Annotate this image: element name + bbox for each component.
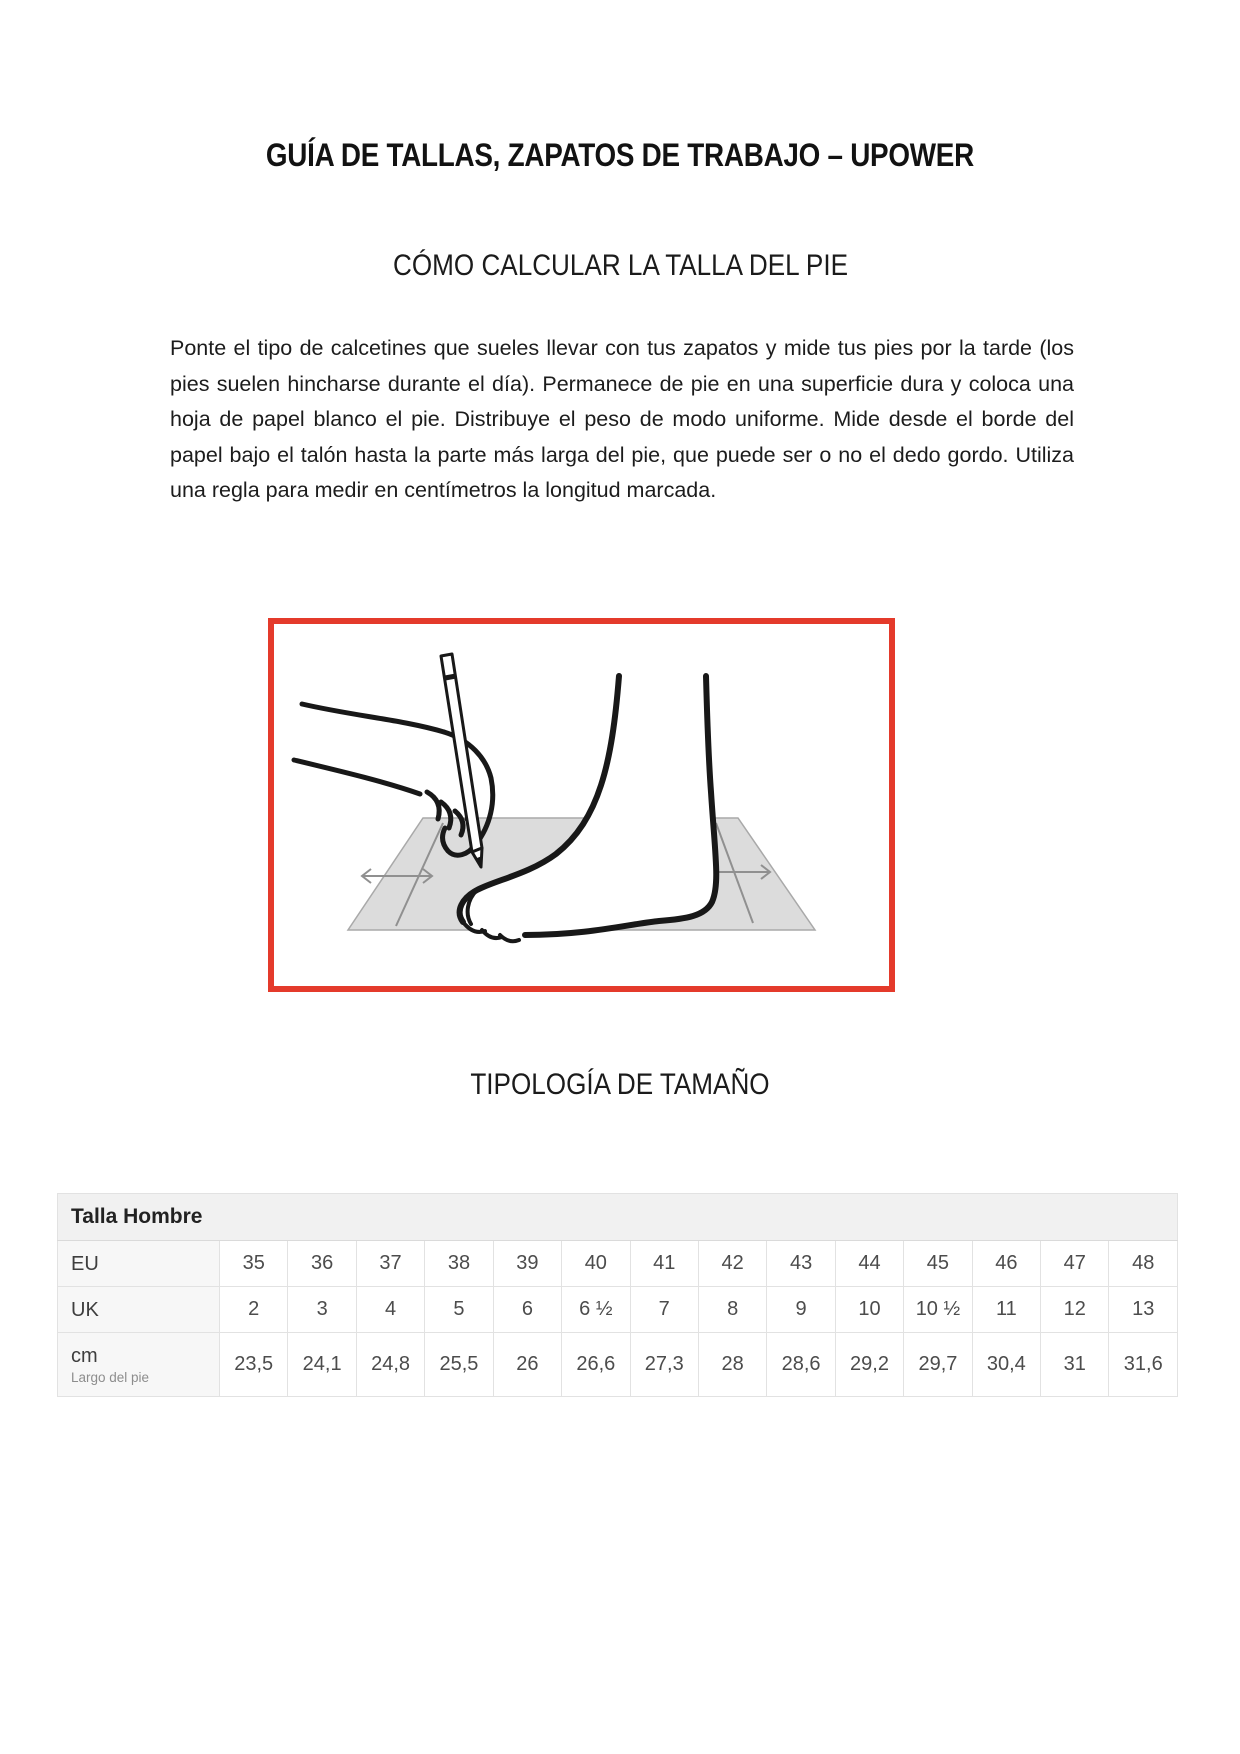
size-typology-heading-text: TIPOLOGÍA DE TAMAÑO bbox=[470, 1068, 770, 1101]
size-cell: 24,8 bbox=[356, 1333, 424, 1397]
size-cell: 41 bbox=[630, 1241, 698, 1287]
size-cell: 29,2 bbox=[835, 1333, 903, 1397]
foot-measurement-illustration bbox=[274, 624, 889, 986]
size-cell: 2 bbox=[220, 1287, 288, 1333]
size-cell: 38 bbox=[425, 1241, 493, 1287]
size-cell: 4 bbox=[356, 1287, 424, 1333]
size-cell: 24,1 bbox=[288, 1333, 356, 1397]
size-cell: 43 bbox=[767, 1241, 835, 1287]
size-typology-heading bbox=[0, 1068, 1240, 1102]
size-cell: 36 bbox=[288, 1241, 356, 1287]
size-cell: 40 bbox=[562, 1241, 630, 1287]
size-cell: 26 bbox=[493, 1333, 561, 1397]
size-table-header-row bbox=[58, 1194, 1178, 1241]
size-row-label: cm Largo del pie bbox=[58, 1333, 220, 1397]
size-cell: 37 bbox=[356, 1241, 424, 1287]
size-cell: 47 bbox=[1041, 1241, 1109, 1287]
size-cell: 25,5 bbox=[425, 1333, 493, 1397]
size-cell: 31,6 bbox=[1109, 1333, 1178, 1397]
size-cell: 8 bbox=[698, 1287, 766, 1333]
size-cell: 6 bbox=[493, 1287, 561, 1333]
size-cell: 28,6 bbox=[767, 1333, 835, 1397]
size-cell: 35 bbox=[220, 1241, 288, 1287]
size-cell: 13 bbox=[1109, 1287, 1178, 1333]
how-to-paragraph: Ponte el tipo de calcetines que sueles llevar con tus zapatos y mide tus pies por la tarde (los pies suelen hincharse durante el día). Permanece de pie en una superficie dura y coloca una hoja de papel blanco el pie. Distribuye el peso de modo uniforme. Mide desde el borde del papel bajo el talón hasta la parte más larga del pie, que puede ser o no el dedo gordo. Utiliza una regla para medir en centímetros la longitud marcada. bbox=[170, 336, 1074, 502]
size-cell: 39 bbox=[493, 1241, 561, 1287]
size-cell: 48 bbox=[1109, 1241, 1178, 1287]
page-title-text: GUÍA DE TALLAS, ZAPATOS DE TRABAJO – UPOWER bbox=[265, 137, 975, 173]
size-cell: 11 bbox=[972, 1287, 1040, 1333]
size-cell: 42 bbox=[698, 1241, 766, 1287]
page-title bbox=[0, 137, 1240, 174]
size-table bbox=[57, 1193, 1178, 1397]
size-row-label: EU bbox=[58, 1241, 220, 1287]
size-row-eu bbox=[58, 1241, 1178, 1287]
size-cell: 30,4 bbox=[972, 1333, 1040, 1397]
size-cell: 7 bbox=[630, 1287, 698, 1333]
foot-silhouette bbox=[460, 676, 716, 938]
size-cell: 10 ½ bbox=[904, 1287, 972, 1333]
size-cell: 3 bbox=[288, 1287, 356, 1333]
size-cell: 5 bbox=[425, 1287, 493, 1333]
how-to-heading bbox=[0, 249, 1240, 283]
size-cell: 12 bbox=[1041, 1287, 1109, 1333]
foot-measurement-figure bbox=[268, 618, 895, 992]
size-cell: 23,5 bbox=[220, 1333, 288, 1397]
size-row-cm bbox=[58, 1333, 1178, 1397]
size-cell: 28 bbox=[698, 1333, 766, 1397]
size-table-title: Talla Hombre bbox=[58, 1194, 1178, 1241]
size-cell: 29,7 bbox=[904, 1333, 972, 1397]
size-cell: 10 bbox=[835, 1287, 903, 1333]
size-cell: 44 bbox=[835, 1241, 903, 1287]
size-row-label: UK bbox=[58, 1287, 220, 1333]
size-cell: 27,3 bbox=[630, 1333, 698, 1397]
how-to-heading-text: CÓMO CALCULAR LA TALLA DEL PIE bbox=[392, 249, 848, 282]
size-cell: 31 bbox=[1041, 1333, 1109, 1397]
size-row-uk bbox=[58, 1287, 1178, 1333]
size-cell: 6 ½ bbox=[562, 1287, 630, 1333]
size-cell: 46 bbox=[972, 1241, 1040, 1287]
size-cell: 26,6 bbox=[562, 1333, 630, 1397]
size-cell: 45 bbox=[904, 1241, 972, 1287]
size-cell: 9 bbox=[767, 1287, 835, 1333]
